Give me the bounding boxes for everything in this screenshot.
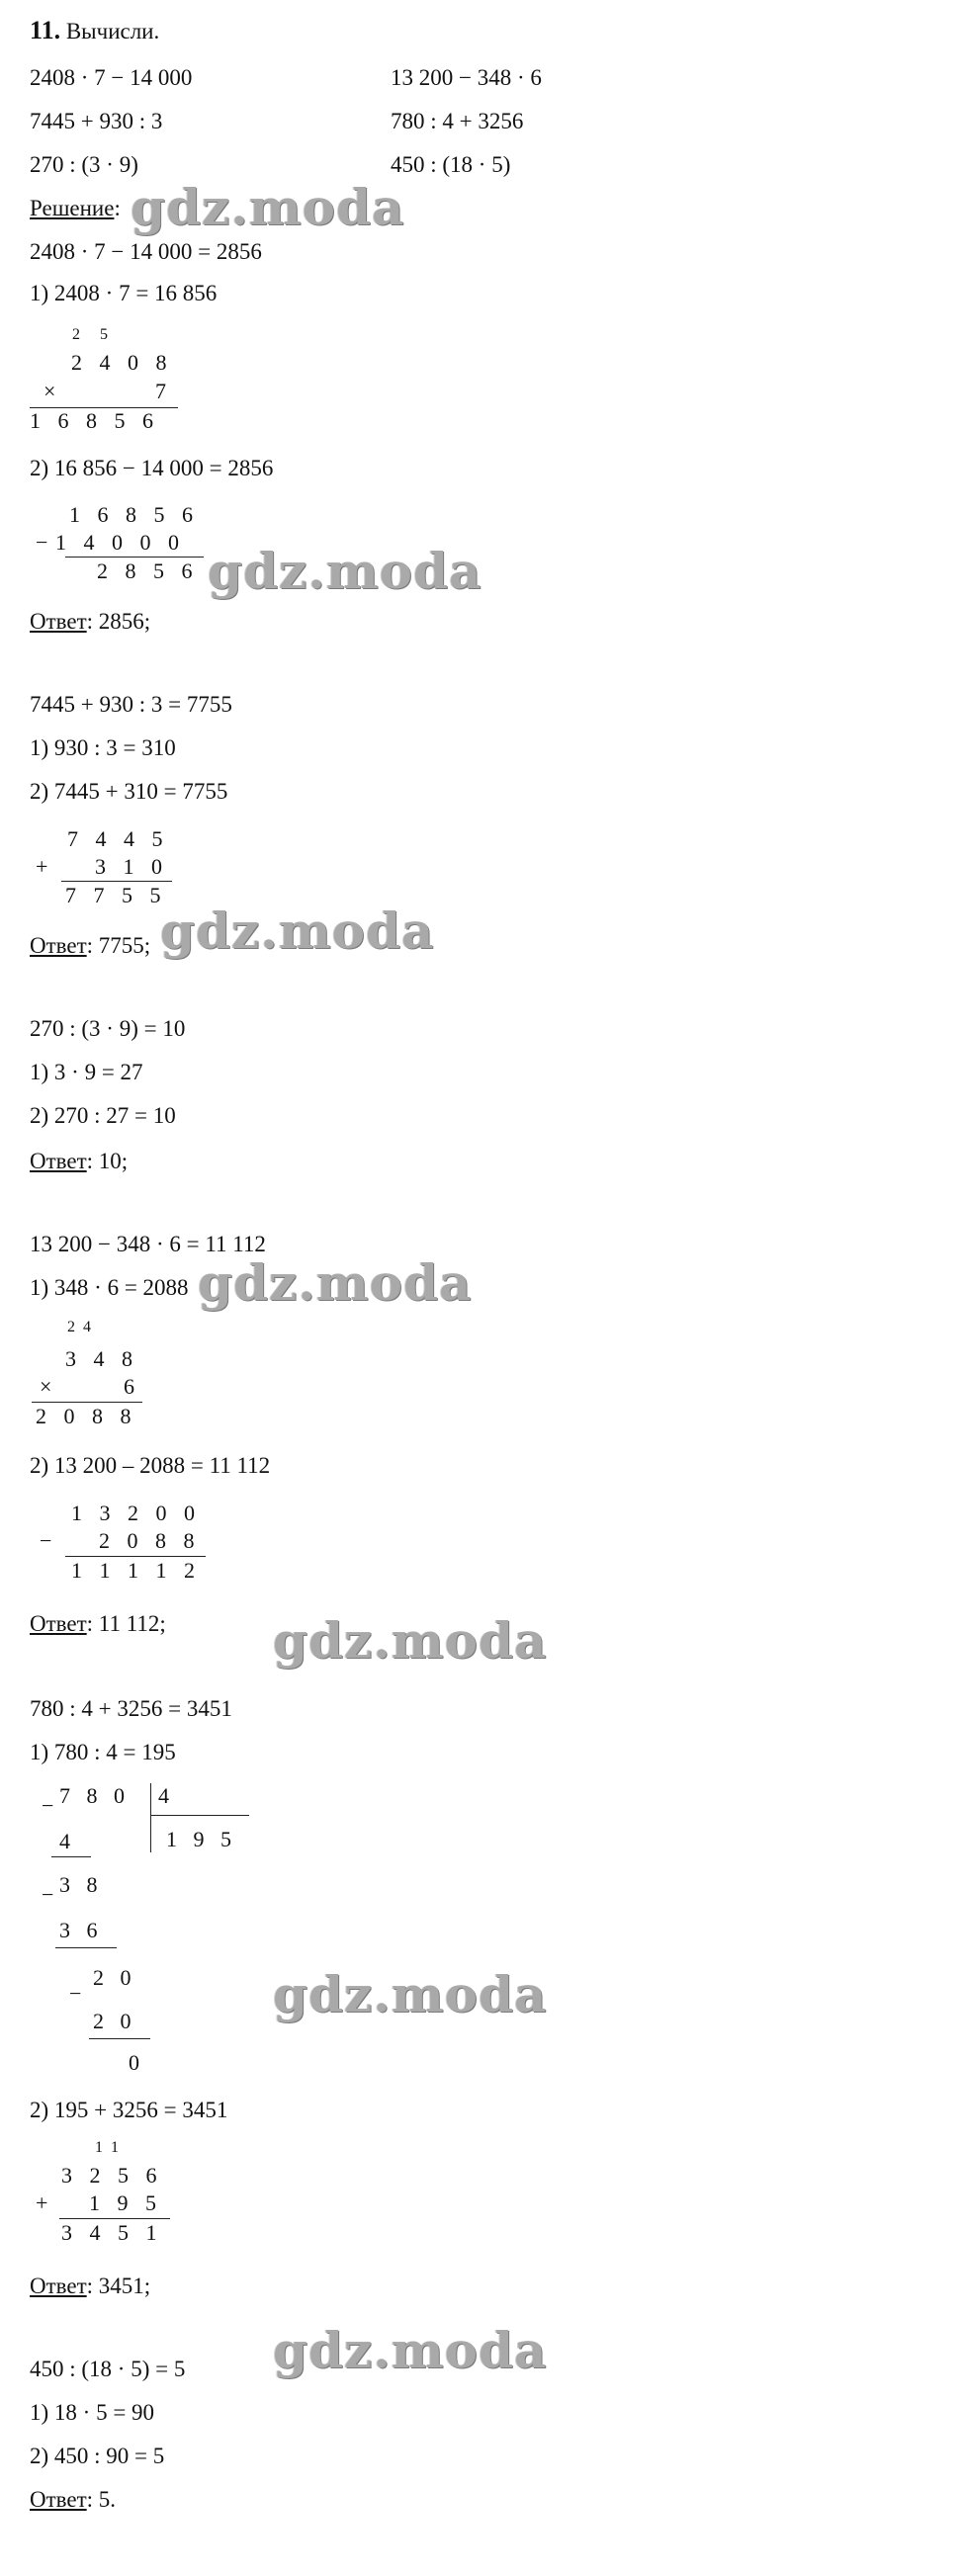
b5-step2: 2) 195 + 3256 = 3451 xyxy=(30,2098,228,2122)
b1-mul-result: 1 6 8 5 6 xyxy=(30,408,159,433)
b5-div-r4: 2 0 xyxy=(93,1965,131,1990)
b5-add-bottom: 1 9 5 xyxy=(89,2190,162,2215)
task-left-2: 7445 + 930 : 3 xyxy=(30,109,163,133)
b5-div-minus-1: − xyxy=(42,1793,54,1818)
b1-sub-top: 1 6 8 5 6 xyxy=(69,502,199,527)
b5-div-minus-2: − xyxy=(42,1882,54,1907)
b5-carry: 1 1 xyxy=(95,2139,119,2156)
b5-div-r3: 3 6 xyxy=(59,1918,98,1942)
b4-carry: 2 4 xyxy=(67,1319,91,1335)
b1-answer: Ответ: 2856; xyxy=(30,609,151,634)
b1-sub-sign: − xyxy=(36,530,48,555)
b5-div-r6: 0 xyxy=(129,2050,139,2075)
b5-add-sign: + xyxy=(36,2190,48,2215)
b5-equation: 780 : 4 + 3256 = 3451 xyxy=(30,1696,232,1721)
watermark: gdz.moda xyxy=(160,902,435,960)
b5-div-r5: 2 0 xyxy=(93,2009,131,2033)
b5-div-dividend: 7 8 0 xyxy=(59,1783,125,1808)
watermark: gdz.moda xyxy=(273,2321,548,2379)
b5-div-hline xyxy=(150,1815,249,1816)
b6-step1: 1) 18 · 5 = 90 xyxy=(30,2400,155,2425)
b5-div-line3 xyxy=(89,2038,150,2039)
b6-step2: 2) 450 : 90 = 5 xyxy=(30,2444,165,2468)
task-right-2: 780 : 4 + 3256 xyxy=(391,109,524,133)
b2-add-sign: + xyxy=(36,854,48,879)
b5-answer: Ответ: 3451; xyxy=(30,2274,151,2298)
b4-sub-top: 1 3 2 0 0 xyxy=(71,1501,201,1525)
b4-mul-sign: × xyxy=(40,1374,52,1399)
task-number: 11. xyxy=(30,16,61,44)
b4-sub-sign: − xyxy=(40,1528,52,1553)
b5-div-r2: 3 8 xyxy=(59,1872,98,1897)
b4-answer: Ответ: 11 112; xyxy=(30,1611,166,1636)
task-left-3: 270 : (3 · 9) xyxy=(30,152,138,177)
b5-step1: 1) 780 : 4 = 195 xyxy=(30,1740,176,1764)
b5-div-vline xyxy=(150,1783,151,1852)
b4-equation: 13 200 − 348 · 6 = 11 112 xyxy=(30,1232,266,1256)
b3-answer: Ответ: 10; xyxy=(30,1149,129,1173)
b1-carry: 2 5 xyxy=(72,326,108,343)
b3-step2: 2) 270 : 27 = 10 xyxy=(30,1103,176,1128)
b5-div-divisor: 4 xyxy=(158,1783,169,1808)
b2-answer: Ответ: 7755; xyxy=(30,933,151,958)
b4-sub-bottom: 2 0 8 8 xyxy=(99,1528,201,1553)
b5-div-r1: 4 xyxy=(59,1829,70,1853)
b2-add-result: 7 7 5 5 xyxy=(65,883,167,907)
b2-equation: 7445 + 930 : 3 = 7755 xyxy=(30,692,232,717)
b2-add-bottom: 3 1 0 xyxy=(95,854,168,879)
b1-mul-sign: × xyxy=(44,379,56,403)
b2-step1: 1) 930 : 3 = 310 xyxy=(30,735,176,760)
b1-sub-line xyxy=(65,557,204,558)
task-left-1: 2408 · 7 − 14 000 xyxy=(30,65,193,90)
b1-step2: 2) 16 856 − 14 000 = 2856 xyxy=(30,456,274,480)
b1-step1: 1) 2408 · 7 = 16 856 xyxy=(30,281,218,305)
b1-mul-top: 2 4 0 8 xyxy=(71,350,173,375)
watermark: gdz.moda xyxy=(273,1965,548,2023)
task-title: Вычисли. xyxy=(65,19,160,43)
b2-add-line xyxy=(61,881,172,882)
b4-sub-result: 1 1 1 1 2 xyxy=(71,1558,201,1583)
b4-sub-line xyxy=(65,1556,206,1557)
b4-mul-line xyxy=(32,1402,142,1403)
watermark: gdz.moda xyxy=(131,178,405,236)
b2-step2: 2) 7445 + 310 = 7755 xyxy=(30,779,228,804)
b4-mul-top: 3 4 8 xyxy=(65,1346,138,1371)
b5-div-line2 xyxy=(55,1947,117,1948)
task-header xyxy=(30,16,159,45)
task-right-1: 13 200 − 348 · 6 xyxy=(391,65,542,90)
b5-add-top: 3 2 5 6 xyxy=(61,2163,163,2188)
watermark: gdz.moda xyxy=(273,1611,548,1670)
watermark: gdz.moda xyxy=(198,1253,473,1312)
b4-mul-bottom: 6 xyxy=(124,1374,134,1399)
b5-add-result: 3 4 5 1 xyxy=(61,2220,163,2245)
b6-equation: 450 : (18 · 5) = 5 xyxy=(30,2357,186,2381)
watermark: gdz.moda xyxy=(208,542,482,600)
solution-label: Решение: xyxy=(30,196,121,220)
b4-mul-result: 2 0 8 8 xyxy=(36,1404,137,1428)
b1-sub-result: 2 8 5 6 xyxy=(97,558,199,583)
b5-div-quotient: 1 9 5 xyxy=(166,1827,231,1851)
task-right-3: 450 : (18 · 5) xyxy=(391,152,511,177)
b4-step1: 1) 348 · 6 = 2088 xyxy=(30,1275,189,1300)
b1-equation: 2408 · 7 − 14 000 = 2856 xyxy=(30,239,262,264)
b1-mul-bottom: 7 xyxy=(155,379,166,403)
b5-add-line xyxy=(59,2218,170,2219)
b3-step1: 1) 3 · 9 = 27 xyxy=(30,1060,143,1084)
b5-div-line1 xyxy=(51,1856,91,1857)
b5-div-minus-3: − xyxy=(69,1981,82,2006)
b4-step2: 2) 13 200 – 2088 = 11 112 xyxy=(30,1453,271,1478)
b2-add-top: 7 4 4 5 xyxy=(67,826,169,851)
b1-sub-bottom: 1 4 0 0 0 xyxy=(55,530,185,555)
b6-answer: Ответ: 5. xyxy=(30,2487,117,2512)
b3-equation: 270 : (3 · 9) = 10 xyxy=(30,1016,186,1041)
